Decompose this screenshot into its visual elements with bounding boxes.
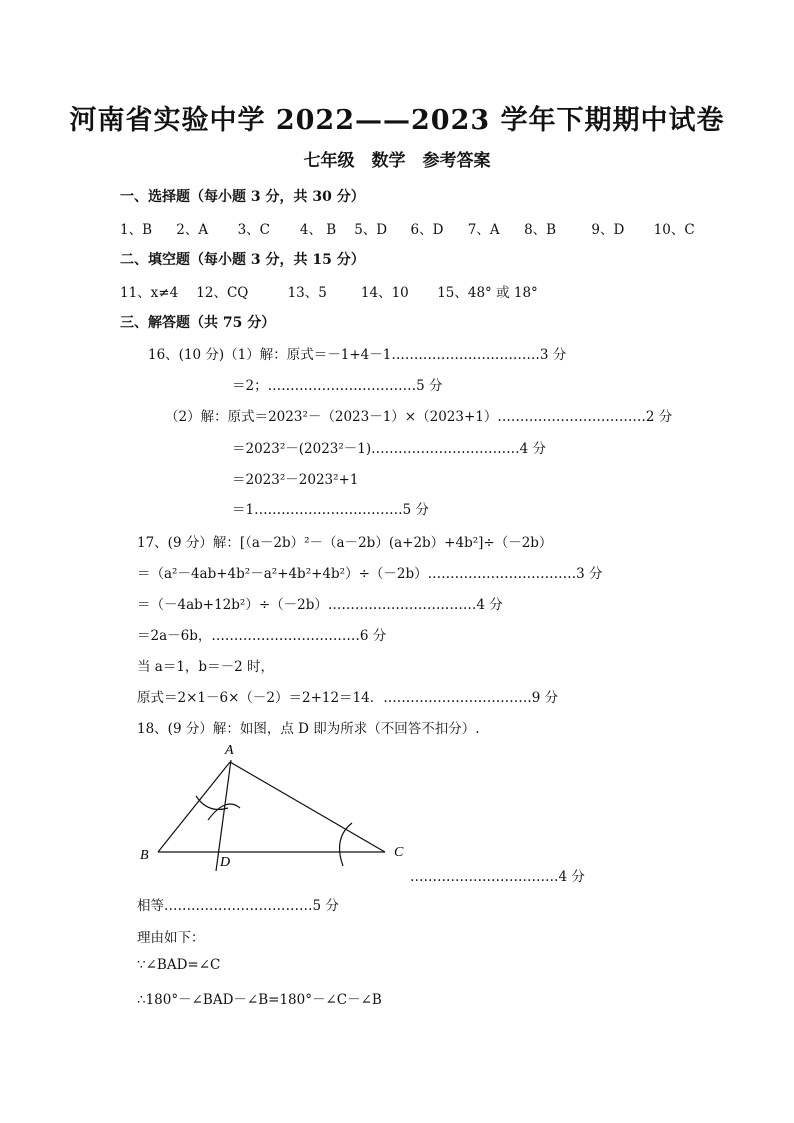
label-b: B [140, 848, 149, 863]
label-a: A [225, 743, 234, 758]
answer-9: 9、D [591, 222, 625, 238]
page-subtitle: 七年级 数学 参考答案 [303, 151, 491, 171]
page-title: 河南省实验中学 2022——2023 学年下期期中试卷 [69, 105, 725, 136]
q17-line-1: 17、(9 分）解：[（a－2b）²－（a－2b）(a+2b）+4b²]÷（－2b） [137, 535, 553, 551]
section3-heading: 三、解答题（共 75 分） [120, 315, 276, 331]
answer-1: 1、B [120, 222, 153, 238]
q18-line-3: 理由如下： [137, 930, 205, 946]
arc-at-c [340, 823, 352, 866]
q17-line-3: ＝（－4ab+12b²）÷（－2b）……………………………4 分 [137, 597, 503, 613]
answer-3: 3、C [237, 222, 271, 238]
answer-6: 6、D [410, 222, 444, 238]
q18-line-4: ∵∠BAD=∠C [137, 957, 221, 973]
q17-line-2: ＝（a²－4ab+4b²－a²+4b²+4b²）÷（－2b）……………………………3 分 [137, 566, 603, 582]
section2-heading: 二、填空题（每小题 3 分，共 15 分） [120, 252, 365, 268]
q16-line-3: （2）解：原式＝2023²－（2023－1）×（2023+1）……………………………2 分 [165, 409, 673, 425]
side-ab [158, 762, 230, 852]
q18-line-1: 18、(9 分）解：如图，点 D 即为所求（不回答不扣分）. [137, 721, 480, 737]
q16-line-1: 16、(10 分)（1）解：原式＝－1+4－1……………………………3 分 [148, 347, 567, 363]
q18-line-5: ∴180°－∠BAD－∠B=180°－∠C－∠B [137, 992, 382, 1008]
answer-11: 11、x≠4 [120, 285, 179, 301]
answer-2: 2、A [176, 222, 209, 238]
answer-12: 12、CQ [196, 285, 249, 301]
section1-heading: 一、选择题（每小题 3 分，共 30 分） [120, 189, 365, 205]
side-ac [230, 762, 385, 852]
answer-4: 4、 B [299, 222, 337, 238]
answer-13: 13、5 [287, 285, 327, 301]
answer-8: 8、B [524, 222, 557, 238]
q16-line-4: ＝2023²－(2023²－1)……………………………4 分 [232, 441, 547, 457]
q16-line-2: ＝2；……………………………5 分 [232, 378, 443, 394]
answer-5: 5、D [354, 222, 388, 238]
q17-line-5: 当 a＝1，b＝－2 时， [137, 659, 274, 675]
section1-answers [120, 218, 695, 238]
q17-line-6: 原式＝2×1－6×（－2）＝2+12＝14．……………………………9 分 [137, 690, 559, 706]
answer-14: 14、10 [360, 285, 409, 301]
q17-line-4: ＝2a－6b，……………………………6 分 [137, 628, 387, 644]
q16-line-6: ＝1……………………………5 分 [232, 502, 429, 518]
answer-10: 10、C [653, 222, 695, 238]
section2-answers [120, 281, 538, 301]
q16-line-5: ＝2023²－2023²+1 [232, 472, 359, 488]
answer-15: 15、48° 或 18° [437, 285, 538, 301]
label-d: D [220, 855, 231, 870]
answer-7: 7、A [467, 222, 500, 238]
label-c: C [394, 845, 404, 860]
q18-line-2: 相等……………………………5 分 [137, 898, 339, 914]
figure-score: ……………………………4 分 [410, 869, 585, 885]
triangle-figure [130, 738, 420, 873]
